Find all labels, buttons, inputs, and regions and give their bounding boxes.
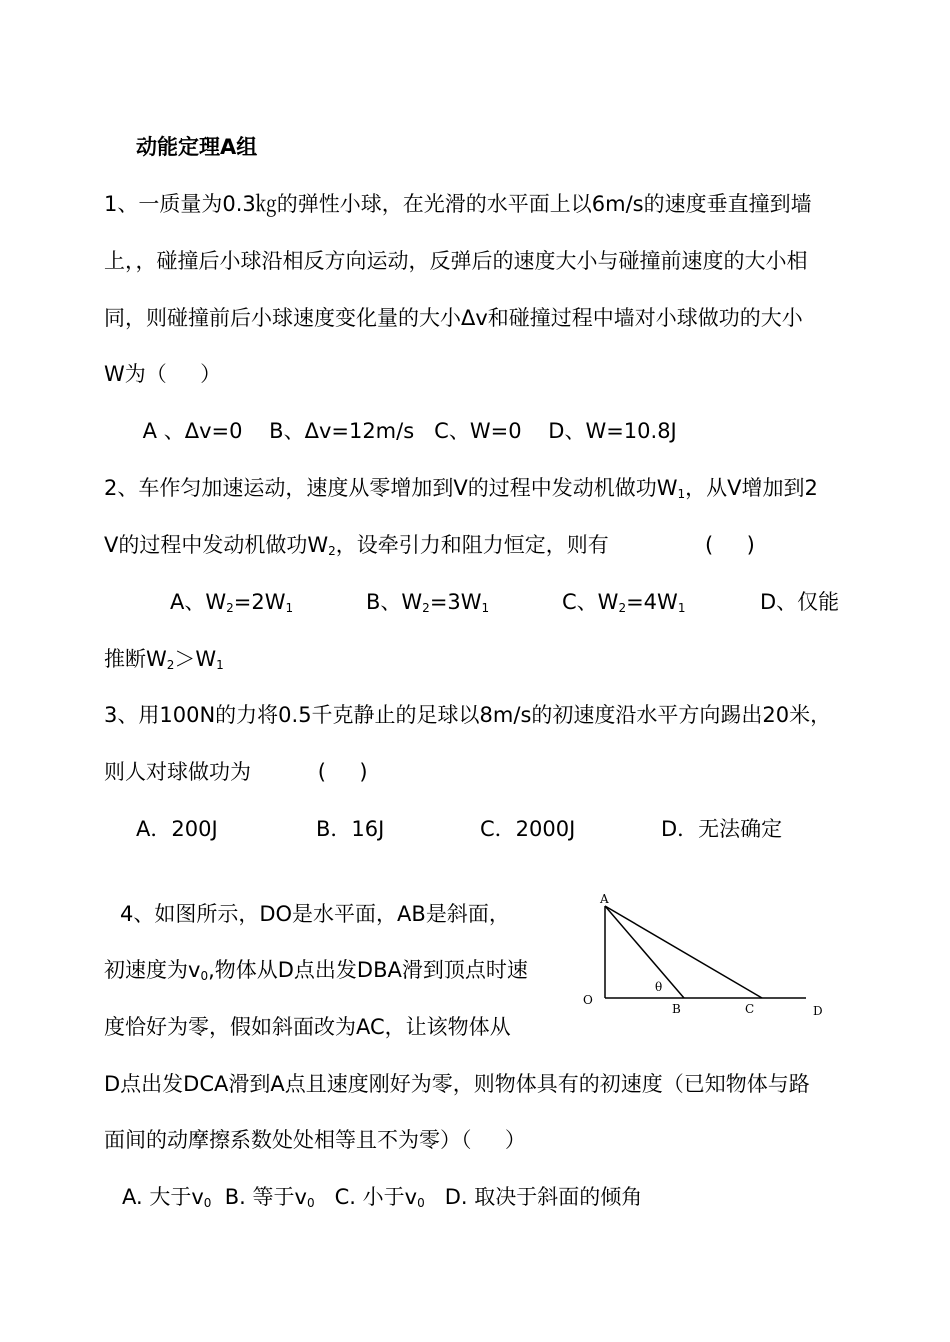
q2-option-c-sub2: 1 (677, 601, 686, 615)
q4-line-2-text-a: 初速度为v (104, 958, 201, 982)
label-d: D (813, 1004, 823, 1018)
q4-options (122, 1183, 642, 1211)
q1-line-2: 上，，碰撞后小球沿相反方向运动，反弹后的速度大小与碰撞前速度的大小相 (104, 249, 808, 273)
q2-option-a (170, 588, 293, 616)
label-a: A (600, 892, 609, 906)
q2-line-4-text-b: ＞W (174, 647, 217, 671)
q2-option-a-text-b: =2W (233, 590, 286, 614)
q2-option-d: D、仅能 (760, 590, 840, 614)
incline-ab (605, 906, 684, 998)
q2-line-2-text-a: V的过程中发动机做功W (104, 533, 329, 557)
q2-option-c (562, 588, 685, 616)
label-b: B (672, 1002, 681, 1016)
q2-option-a-sub2: 1 (285, 601, 294, 615)
incline-diagram (570, 888, 840, 1028)
q4-line-4: D点出发DCA滑到A点且速度刚好为零，则物体具有的初速度（已知物体与路 (104, 1072, 810, 1096)
q2-option-a-sub1: 2 (226, 601, 234, 615)
q3-line-1: 3、用100N的力将0.5千克静止的足球以8m/s的初速度沿水平方向踢出20米， (104, 703, 832, 727)
q2-option-b-text-a: B、W (366, 590, 423, 614)
q2-line-1 (104, 474, 818, 502)
q2-option-b (366, 588, 489, 616)
q4-option-b-sub: 0 (306, 1196, 315, 1210)
q4-line-3: 度恰好为零，假如斜面改为AC，让该物体从 (104, 1015, 511, 1039)
incline-ac (605, 906, 762, 998)
q4-option-b: B. 等于v (211, 1185, 307, 1209)
q2-line-2-text-b: ，设牵引力和阻力恒定，则有 (335, 533, 609, 557)
q1-line-4: W为（ ） (104, 362, 222, 386)
q3-option-c: C．2000J (480, 817, 576, 841)
q2-line-2-sub: 2 (328, 544, 336, 558)
q1-options: A 、Δv=0 B、Δv=12m/s C、W=0 D、W=10.8J (136, 419, 677, 443)
q1-line-1: 1、一质量为0.3㎏的弹性小球，在光滑的水平面上以6m/s的速度垂直撞到墙 (104, 192, 812, 216)
q2-option-c-sub1: 2 (618, 601, 627, 615)
q3-option-d: D．无法确定 (661, 817, 783, 841)
q4-option-c: C. 小于v (314, 1185, 418, 1209)
q2-option-c-text-b: =4W (626, 590, 678, 614)
q3-option-b: B．16J (316, 817, 385, 841)
q4-option-c-sub: 0 (417, 1196, 425, 1210)
q4-line-2-sub: 0 (200, 969, 209, 983)
q4-option-d: D. 取决于斜面的倾角 (424, 1185, 643, 1209)
q2-line-4-sub1: 2 (166, 658, 175, 672)
q2-line-4 (104, 645, 224, 673)
q2-line-4-text-a: 推断W (104, 647, 167, 671)
q2-option-c-text-a: C、W (562, 590, 619, 614)
q2-option-b-sub1: 2 (422, 601, 430, 615)
q2-line-4-sub2: 1 (216, 658, 224, 672)
q4-line-2-text-b: ,物体从D点出发DBA滑到顶点时速 (208, 958, 528, 982)
q2-line-2 (104, 531, 609, 559)
q2-option-b-text-b: =3W (429, 590, 482, 614)
q4-line-5: 面间的动摩擦系数处处相等且不为零）（ ） (104, 1128, 526, 1152)
q4-option-a: A. 大于v (122, 1185, 204, 1209)
q2-option-b-sub2: 1 (481, 601, 490, 615)
q2-line-1-text-a: 2、车作匀加速运动，速度从零增加到V的过程中发动机做功W (104, 476, 678, 500)
q2-option-a-text-a: A、W (170, 590, 227, 614)
label-o: O (583, 993, 593, 1007)
q3-option-a: A．200J (136, 817, 218, 841)
q1-line-3: 同，则碰撞前后小球速度变化量的大小Δv和碰撞过程中墙对小球做功的大小 (104, 306, 803, 330)
page-title: 动能定理A组 (136, 135, 258, 159)
q2-line-1-sub: 1 (677, 487, 686, 501)
q4-option-a-sub: 0 (203, 1196, 212, 1210)
label-c: C (745, 1002, 755, 1016)
q4-line-1: 4、如图所示，DO是水平面，AB是斜面， (120, 902, 510, 926)
label-theta: θ (655, 980, 663, 994)
q2-answer-paren: ( ) (705, 533, 755, 557)
q4-line-2 (104, 956, 528, 984)
q3-line-2: 则人对球做功为 ( ) (104, 760, 368, 784)
q2-line-1-text-b: ，从V增加到2 (685, 476, 818, 500)
